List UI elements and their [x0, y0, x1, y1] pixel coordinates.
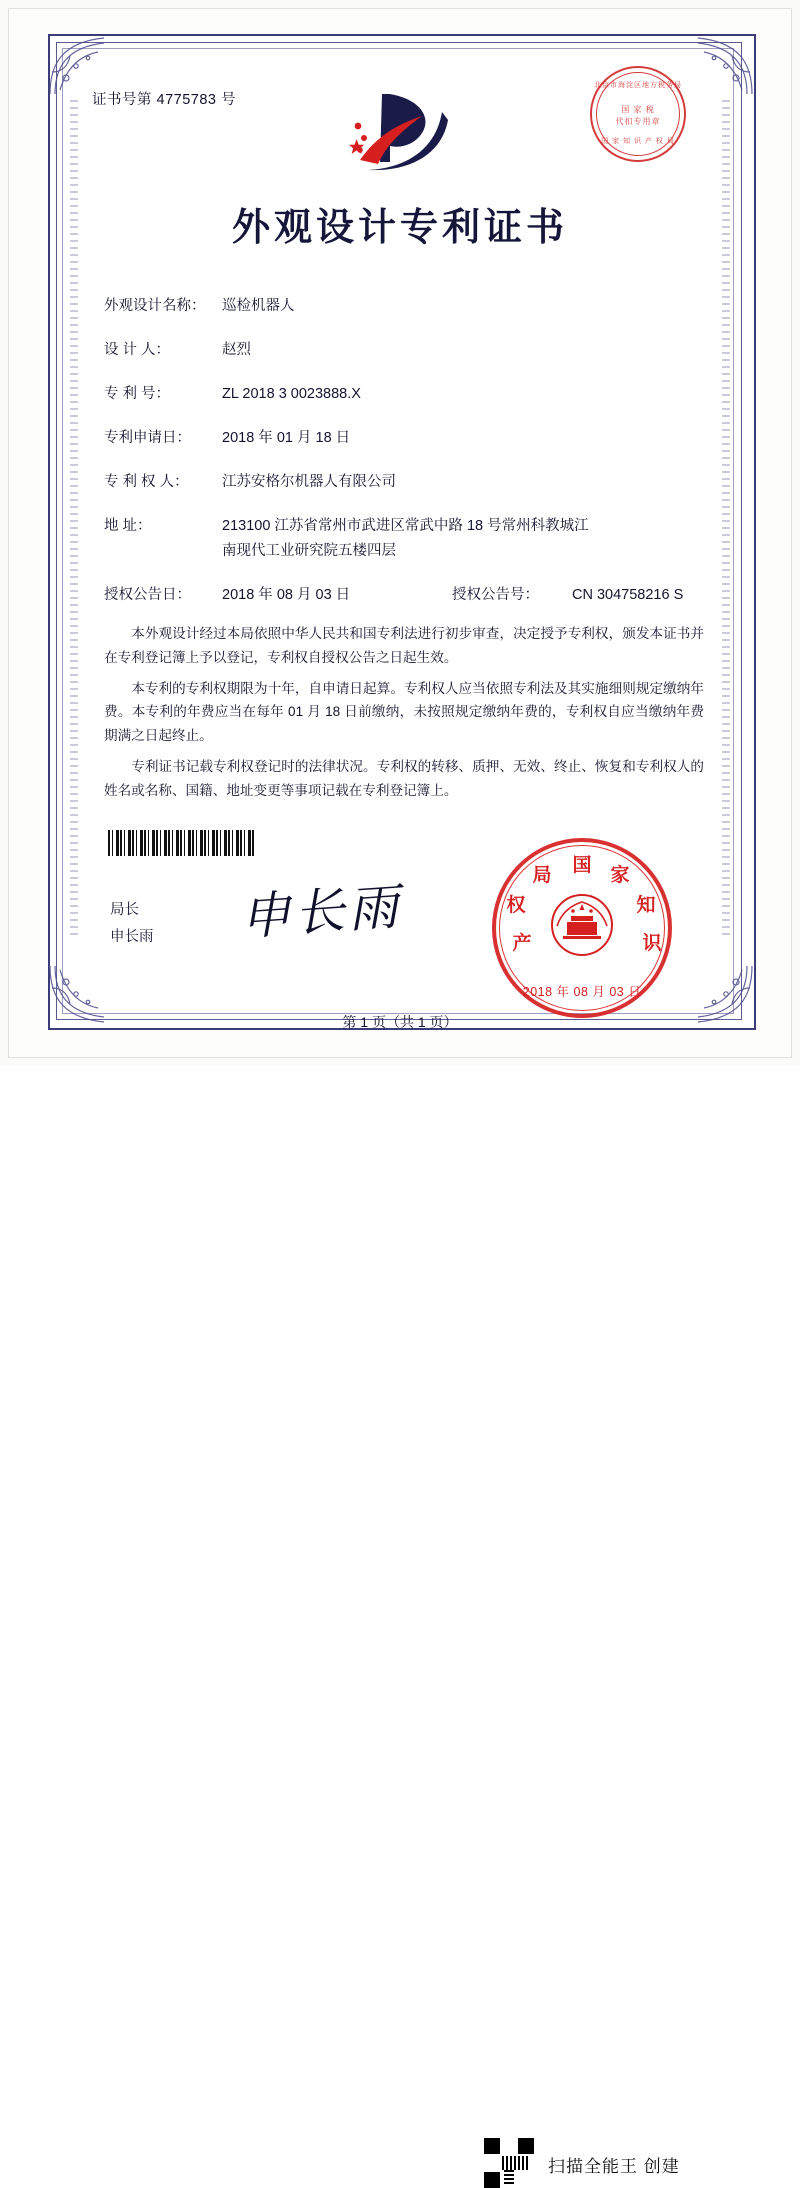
cnipa-logo-icon — [330, 86, 458, 178]
tax-stamp-arc-bottom: 国 家 知 识 产 权 局 — [601, 138, 675, 145]
barcode — [108, 830, 256, 856]
field-label: 地 址： — [104, 518, 152, 535]
seal-char: 国 — [572, 855, 592, 876]
field-address — [104, 516, 704, 562]
tax-stamp-arc-top: 北京市海淀区地方税务局 — [594, 82, 682, 89]
scan-footer-text: 扫描全能王 创建 — [548, 2157, 680, 2176]
field-value-line2: 南现代工业研究院五楼四层 — [222, 543, 396, 560]
official-seal — [492, 838, 672, 1018]
seal-char: 产 — [512, 933, 532, 954]
legal-paragraph: 本外观设计经过本局依照中华人民共和国专利法进行初步审查，决定授予专利权，颁发本证书并在专利登记簿上予以登记，专利权自授权公告之日起生效。 — [104, 626, 704, 665]
field-value: ZL 2018 3 0023888.X — [222, 386, 361, 403]
corner-ornament-icon — [690, 32, 756, 98]
field-value-wrap — [222, 516, 704, 562]
seal-char: 权 — [506, 895, 526, 916]
seal-char: 知 — [636, 895, 656, 916]
field-patentee — [104, 472, 704, 493]
field-value: 2018 年 01 月 18 日 — [222, 430, 351, 447]
seal-char: 家 — [610, 865, 630, 886]
legal-paragraph: 本专利的专利权期限为十年，自申请日起算。专利权人应当依照专利法及其实施细则规定缴纳年费。本专利的年费应当在每年 01 月 18 日前缴纳，未按照规定缴纳年费的，专利权自应当缴纳年费期满之日起终止。 — [104, 680, 704, 744]
handwritten-signature: 申长雨 — [238, 878, 405, 946]
seal-char: 识 — [642, 933, 662, 954]
seal-char: 局 — [532, 865, 552, 886]
field-value-secondary: CN 304758216 S — [572, 587, 684, 604]
page-number: 第 1 页（共 1 页） — [342, 1014, 458, 1030]
field-value: 赵烈 — [222, 342, 251, 359]
field-designer — [104, 340, 704, 361]
field-label: 专 利 号： — [104, 386, 171, 403]
field-label: 专利申请日： — [104, 430, 191, 447]
qr-code-icon — [484, 2138, 534, 2188]
field-label: 外观设计名称： — [104, 298, 206, 314]
field-list — [104, 296, 704, 622]
director-name: 申长雨 — [110, 929, 154, 945]
field-value: 江苏安格尔机器人有限公司 — [222, 474, 396, 491]
legal-paragraph: 专利证书记载专利权登记时的法律状况。专利权的转移、质押、无效、终止、恢复和专利权人的姓名或名称、国籍、地址变更等事项记载在专利登记簿上。 — [104, 758, 704, 798]
page-title: 外观设计专利证书 — [231, 207, 568, 249]
field-label: 设 计 人： — [104, 342, 171, 359]
field-value-line1: 213100 江苏省常州市武进区常武中路 18 号常州科教城江 — [222, 518, 589, 535]
field-patent-number — [104, 384, 704, 405]
certificate-number: 证书号第 4775783 号 — [92, 92, 237, 108]
seal-date: 2018 年 08 月 03 日 — [522, 985, 642, 999]
director-title-label: 局长 — [110, 902, 139, 918]
legal-text — [104, 622, 704, 809]
field-grant-announcement — [104, 585, 704, 606]
field-value: 巡检机器人 — [222, 298, 295, 314]
national-emblem-icon — [549, 892, 615, 958]
field-value: 2018 年 08 月 03 日 — [222, 587, 351, 604]
field-design-name — [104, 296, 704, 317]
tax-stamp-seal — [590, 66, 686, 162]
tax-stamp-line2: 代扣专用章 — [615, 117, 661, 126]
field-label: 授权公告日： — [104, 587, 191, 604]
field-label-secondary: 授权公告号： — [452, 587, 539, 604]
tax-stamp-line1: 国 家 税 — [621, 105, 655, 114]
field-application-date — [104, 428, 704, 449]
scan-footer — [0, 1066, 800, 2176]
field-label: 专 利 权 人： — [104, 474, 189, 491]
